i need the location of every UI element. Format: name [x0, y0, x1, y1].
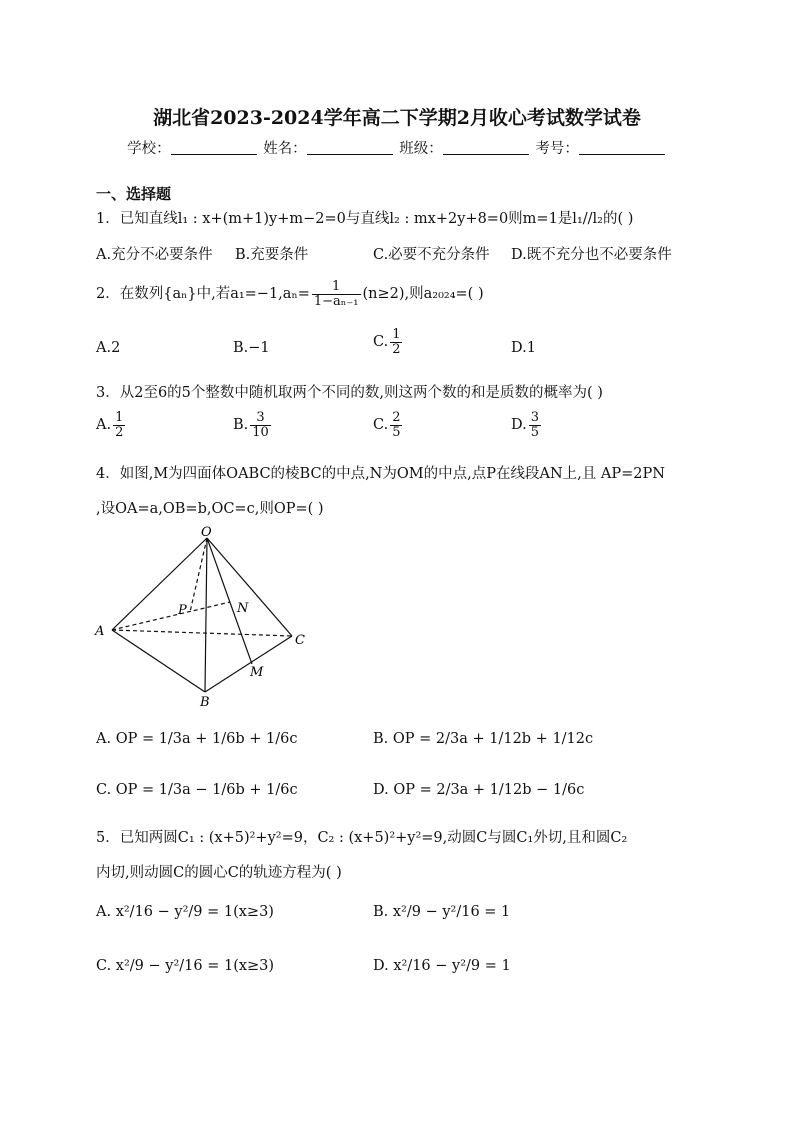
- label-m: M: [250, 665, 264, 680]
- school-label: 学校：: [127, 141, 171, 157]
- q4-option-c: C. OP = 1/3a − 1/6b + 1/6c: [96, 782, 298, 798]
- q2-fraction: $\frac{1}{\text{1−aₙ₋₁}}$: [313, 279, 359, 309]
- q1-option-c: C.必要不充分条件: [373, 247, 490, 263]
- q2-option-a: A.2: [96, 340, 121, 356]
- q4-option-b: B. OP = 2/3a + 1/12b + 1/12c: [373, 731, 594, 747]
- student-info-line: [0, 137, 794, 158]
- question-4-stem-line1: 4．如图,M为四面体OABC的棱BC的中点,N为OM的中点,点P在线段AN上,且 AP=2PN: [96, 466, 665, 482]
- label-o: O: [201, 525, 212, 540]
- q4-option-a: A. OP = 1/3a + 1/6b + 1/6c: [96, 731, 298, 747]
- q5-option-d: D. x²/16 − y²/9 = 1: [373, 958, 511, 974]
- q2-option-b: B.−1: [233, 340, 270, 356]
- label-p: P: [178, 603, 187, 618]
- school-blank: [171, 140, 257, 155]
- tetrahedron-figure: [92, 524, 312, 710]
- page-title: 湖北省2023-2024学年高二下学期2月收心考试数学试卷: [153, 107, 641, 129]
- question-4-stem-line2: ,设OA=a,OB=b,OC=c,则OP=( ): [96, 501, 324, 517]
- q2-option-d: D.1: [511, 340, 536, 356]
- q5-option-a: A. x²/16 − y²/9 = 1(x≥3): [96, 904, 274, 920]
- question-3-stem: 3．从2至6的5个整数中随机取两个不同的数,则这两个数的和是质数的概率为( ): [96, 385, 603, 401]
- q2-option-c: C. $\frac{1}{2}$: [373, 327, 401, 357]
- name-blank: [307, 140, 393, 155]
- question-5-stem-line2: 内切,则动圆C的圆心C的轨迹方程为( ): [96, 865, 342, 881]
- q3-option-d: D. $\frac{3}{5}$: [511, 410, 539, 440]
- class-blank: [443, 140, 529, 155]
- class-label: 班级：: [399, 141, 443, 157]
- q1-option-d: D.既不充分也不必要条件: [511, 247, 672, 263]
- number-label: 考号：: [535, 141, 579, 157]
- q5-option-b: B. x²/9 − y²/16 = 1: [373, 904, 511, 920]
- q4-option-d: D. OP = 2/3a + 1/12b − 1/6c: [373, 782, 585, 798]
- label-b: B: [200, 695, 210, 710]
- label-a: A: [95, 624, 105, 639]
- section-heading: 一、选择题: [96, 185, 172, 203]
- q5-option-c: C. x²/9 − y²/16 = 1(x≥3): [96, 958, 275, 974]
- q1-option-b: B.充要条件: [235, 247, 309, 263]
- question-5-stem-line1: 5．已知两圆C₁ : (x+5)²+y²=9，C₂ : (x+5)²+y²=9,动圆C与圆C₁外切,且和圆C₂: [96, 830, 628, 846]
- q3-option-b: B. $\frac{3}{10}$: [233, 410, 269, 440]
- q1-option-a: A.充分不必要条件: [96, 247, 213, 263]
- q3-option-c: C. $\frac{2}{5}$: [373, 410, 401, 440]
- name-label: 姓名：: [263, 141, 307, 157]
- number-blank: [579, 140, 665, 155]
- question-1-stem: 1．已知直线l₁ : x+(m+1)y+m−2=0与直线l₂ : mx+2y+8=0则m=1是l₁//l₂的( ): [96, 211, 634, 227]
- question-2-stem: 2．在数列{aₙ}中,若a₁=−1,aₙ= $\frac{1}{\text{1−aₙ₋₁}}$ (n≥2),则a₂₀₂₄=( ): [96, 279, 484, 309]
- label-n: N: [237, 601, 249, 616]
- q3-option-a: A. $\frac{1}{2}$: [96, 410, 124, 440]
- label-c: C: [295, 633, 305, 648]
